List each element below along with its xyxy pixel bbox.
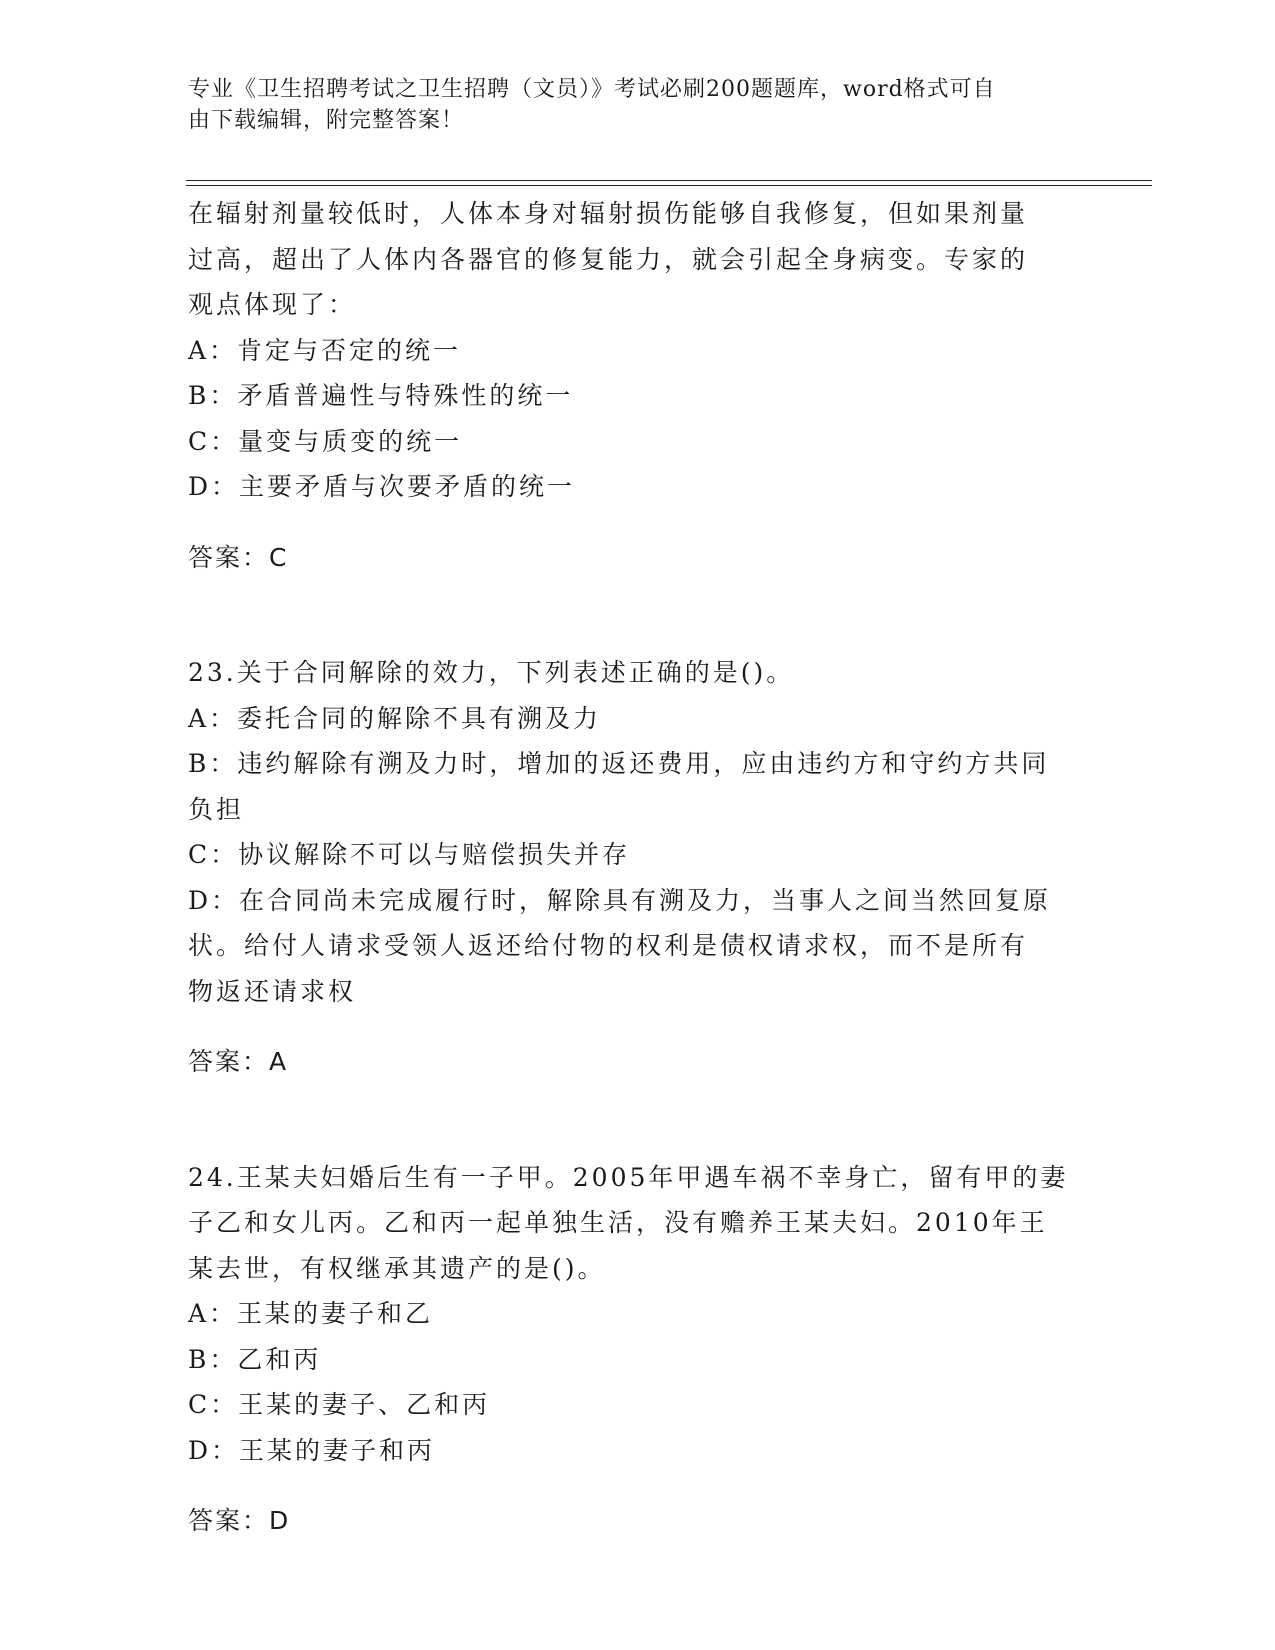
question-stem-line: 在辐射剂量较低时，人体本身对辐射损伤能够自我修复，但如果剂量: [188, 199, 1029, 228]
option-d-continued: 物返还请求权: [188, 976, 357, 1006]
option-d: D：在合同尚未完成履行时，解除具有溯及力，当事人之间当然回复原: [188, 885, 1052, 915]
option-d-continued: 状。给付人请求受领人返还给付物的权利是债权请求权，而不是所有: [188, 931, 1029, 960]
option-b: B：违约解除有溯及力时，增加的返还费用，应由违约方和守约方共同: [188, 749, 1050, 778]
question-stem-line: 24.王某夫妇婚后生有一子甲。2005年甲遇车祸不幸身亡，留有甲的妻: [188, 1162, 1069, 1192]
document-header: [188, 74, 1068, 136]
question-stem-line: 过高，超出了人体内各器官的修复能力，就会引起全身病变。专家的: [188, 244, 1029, 274]
question-stem-line: 某去世，有权继承其遗产的是()。: [188, 1253, 606, 1283]
question-stem-line: 子乙和女儿丙。乙和丙一起单独生活，没有赡养王某夫妇。2010年王: [188, 1208, 1048, 1237]
question-24: [188, 1155, 1078, 1544]
question-stem-line: 23.关于合同解除的效力，下列表述正确的是()。: [188, 658, 795, 687]
header-line-2: 由下载编辑，附完整答案！: [188, 108, 465, 133]
option-c: C：王某的妻子、乙和丙: [188, 1390, 491, 1419]
question-list: [188, 191, 1078, 1569]
option-b: B：乙和丙: [188, 1344, 322, 1374]
option-d: D：主要矛盾与次要矛盾的统一: [188, 472, 576, 501]
option-a: A：委托合同的解除不具有溯及力: [188, 703, 602, 733]
option-d: D：王某的妻子和丙: [188, 1435, 436, 1465]
answer-label: 答案：D: [188, 1506, 291, 1535]
question-23: [188, 650, 1078, 1085]
header-divider-top: [186, 180, 1152, 181]
option-c: C：量变与质变的统一: [188, 426, 463, 456]
option-a: A：肯定与否定的统一: [188, 335, 462, 365]
header-line-1: 专业《卫生招聘考试之卫生招聘（文员）》考试必刷200题题库，word格式可自: [188, 77, 996, 102]
answer-label: 答案：A: [188, 1047, 289, 1076]
answer-label: 答案：C: [188, 542, 289, 572]
spacer: [188, 1110, 1078, 1155]
question-22: [188, 191, 1078, 580]
option-b-continued: 负担: [188, 794, 245, 824]
option-a: A：王某的妻子和乙: [188, 1299, 434, 1328]
header-divider-bottom: [186, 185, 1152, 186]
option-c: C：协议解除不可以与赔偿损失并存: [188, 840, 631, 869]
spacer: [188, 605, 1078, 650]
question-stem-line: 观点体现了：: [188, 290, 357, 319]
option-b: B：矛盾普遍性与特殊性的统一: [188, 381, 574, 410]
